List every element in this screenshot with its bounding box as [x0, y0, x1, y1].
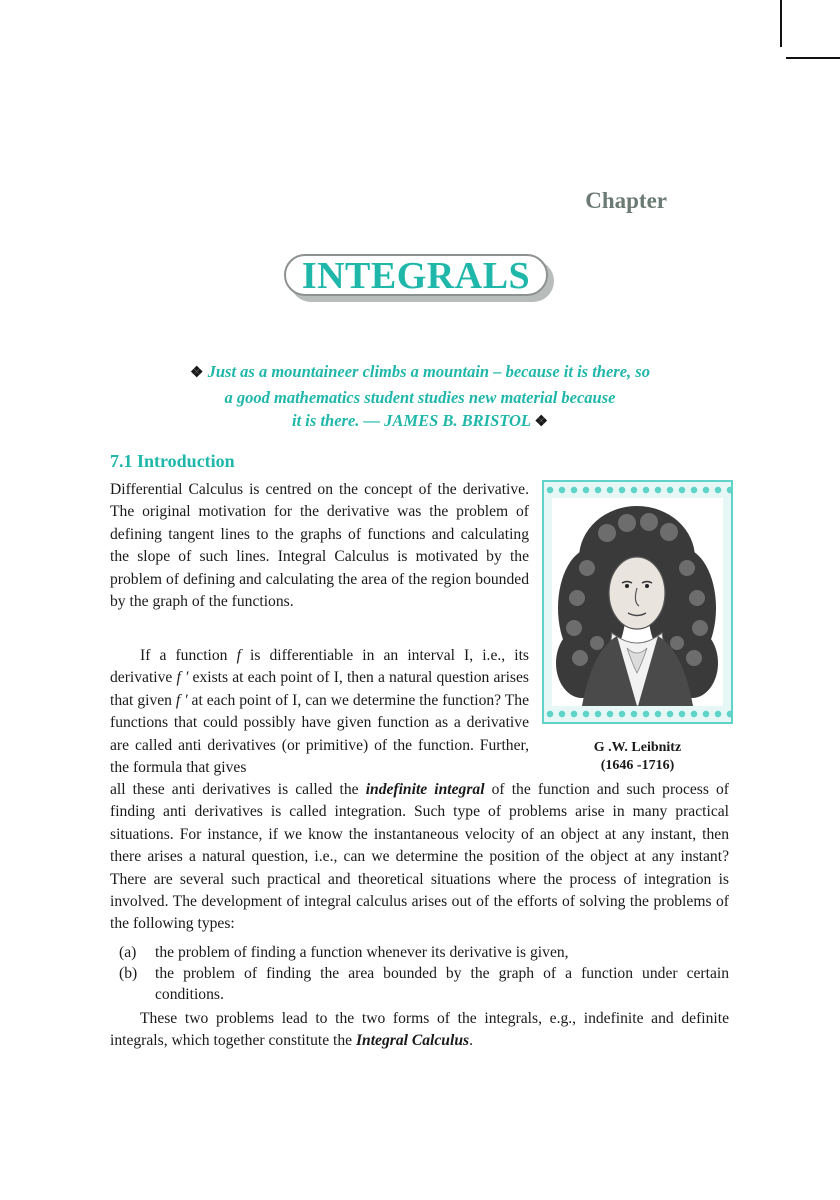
list-marker: (a) [119, 944, 137, 961]
portrait-frame [542, 480, 733, 724]
term-indefinite-integral: indefinite integral [365, 781, 485, 798]
diamond-bullet-icon: ❖ [190, 365, 204, 381]
frame-border-bottom [544, 708, 731, 720]
math-f: f [236, 647, 241, 664]
portrait-caption-years: (1646 -1716) [600, 758, 675, 773]
math-f-prime: f ′ [176, 669, 189, 687]
paragraph-conclusion: These two problems lead to the two forms of the integrals, e.g., indefinite and definite integrals, which together constitute the Integral Calculus. [110, 1010, 729, 1050]
portrait-caption-name: G .W. Leibnitz [593, 740, 682, 755]
leibnitz-portrait-icon [552, 498, 723, 706]
quote-line-1: ❖ Just as a mountaineer climbs a mountain – because it is there, so [190, 362, 650, 381]
list-item [110, 942, 729, 963]
term-integral-calculus: Integral Calculus [355, 1032, 470, 1050]
list-item [110, 963, 729, 1005]
paragraph-intro: Differential Calculus is centred on the concept of the derivative. The original motivation for the derivative was the problem of defining tangent lines to the graphs of functions and calculating the slope of such lines. Integral Calculus is motivated by the problem of defining and calculating the area of the region bounded by the graph of the functions. [110, 481, 529, 611]
list-item-text: the problem of finding the area bounded by the graph of a function under certain conditions. [155, 965, 729, 1003]
chapter-title-box [284, 254, 548, 296]
frame-border-top [544, 484, 731, 496]
quote-line-2: a good mathematics student studies new material because [224, 387, 616, 407]
paragraph-antiderivative: If a function f is differentiable in an interval I, i.e., its derivative f ′ exists at each point of I, then a natural question arises that given f ′ at each point of I, can we determine the function? The functions that could possibly have given function as a derivative are called anti derivatives (or primitive) of the function. Further, the formula that gives [110, 647, 530, 777]
diamond-bullet-icon: ❖ [534, 414, 548, 430]
crop-mark-horizontal [786, 57, 840, 59]
list-marker: (b) [119, 965, 138, 982]
math-f-prime: f ′ [175, 691, 188, 709]
quote-line-3: it is there. — JAMES B. BRISTOL ❖ [292, 411, 548, 430]
chapter-label: Chapter [585, 188, 667, 213]
epigraph-quote [120, 360, 720, 435]
list-item-text: the problem of finding a function whenever its derivative is given, [155, 944, 569, 961]
chapter-title: INTEGRALS [301, 255, 531, 297]
section-heading: 7.1 Introduction [110, 451, 235, 471]
problem-types-list [110, 942, 729, 1005]
crop-mark-vertical [780, 0, 782, 47]
paragraph-indefinite-integral: all these anti derivatives is called the indefinite integral of the function and such process of finding anti derivatives is called integration. Such type of problems arise in many practical situations. For instance, if we know the instantaneous velocity of an object at any instant, then there arises a natural question, i.e., can we determine the position of the object at any instant? There are several such practical and theoretical situations where the process of integration is involved. The development of integral calculus arises out of the efforts of solving the problems of the following types: [110, 781, 729, 933]
